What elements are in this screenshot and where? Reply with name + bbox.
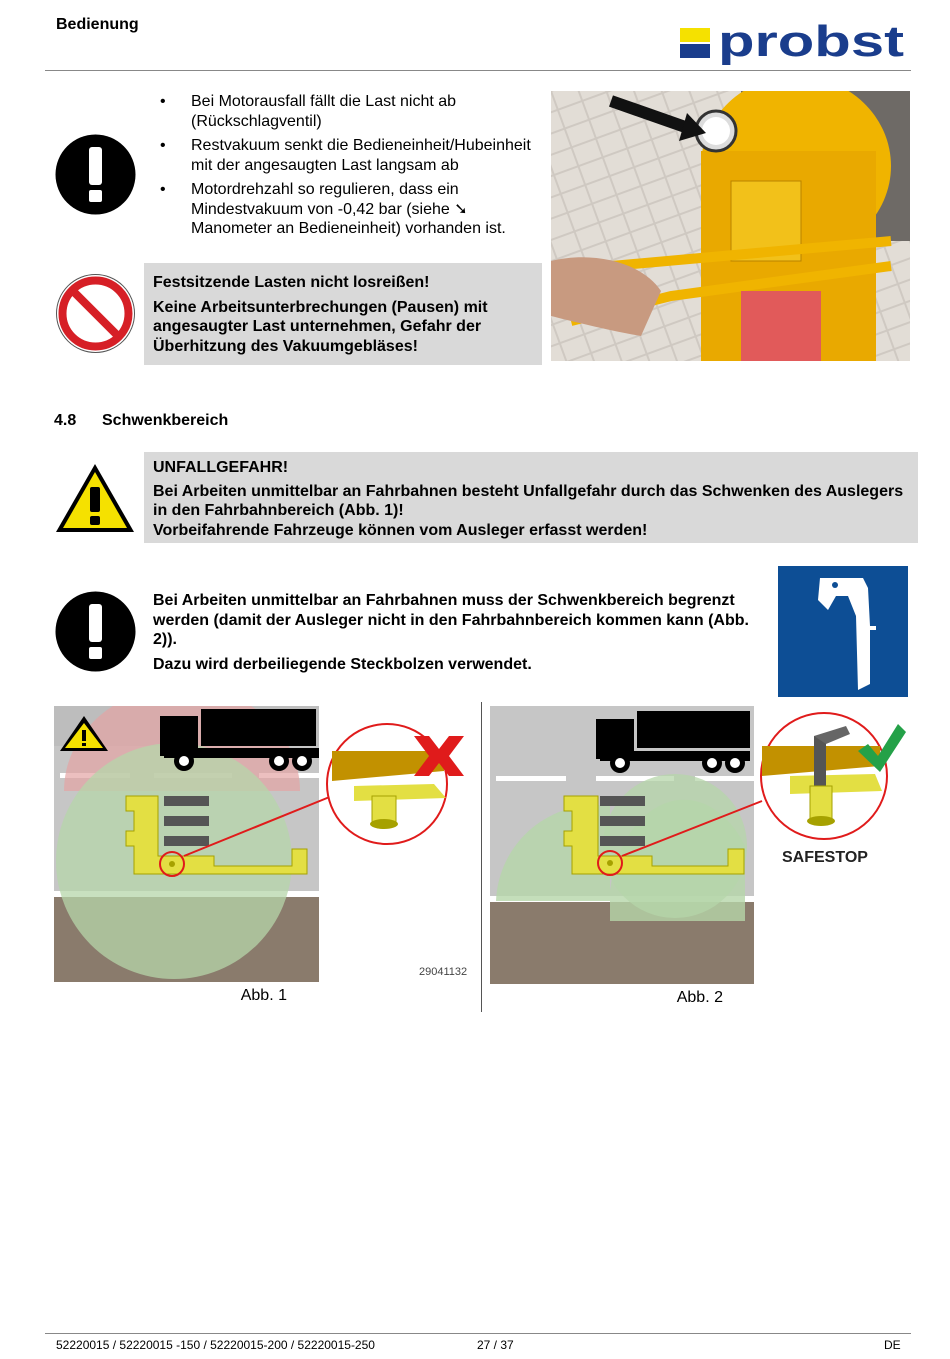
bullet-list bbox=[160, 92, 540, 244]
mandatory-exclamation-icon bbox=[55, 134, 136, 215]
warning-triangle-icon bbox=[54, 462, 136, 534]
safestop-label: SAFESTOP bbox=[782, 849, 868, 866]
probst-logo bbox=[680, 22, 905, 68]
footer-language: DE bbox=[884, 1338, 901, 1352]
danger-box bbox=[144, 452, 918, 543]
warning-line: Festsitzende Lasten nicht losreißen! bbox=[153, 274, 430, 291]
bullet-item: • Restvakuum senkt die Bedieneinheit/Hubeinheit mit der angesaugten Last langsam ab bbox=[160, 136, 540, 175]
figure-1-unrestricted-swing bbox=[54, 706, 474, 982]
warning-box bbox=[144, 263, 542, 365]
bullet-item: • Bei Motorausfall fällt die Last nicht ab (Rückschlagventil) bbox=[160, 92, 540, 131]
figure-divider bbox=[481, 702, 482, 1012]
note-line: Dazu wird derbeiliegende Steckbolzen verwendet. bbox=[153, 655, 532, 673]
danger-text-2: Vorbeifahrende Fahrzeuge können vom Ausleger erfasst werden! bbox=[153, 521, 648, 539]
note-text bbox=[153, 591, 773, 674]
brand-text: probst bbox=[718, 22, 905, 66]
section-heading bbox=[54, 412, 228, 430]
figure-2-restricted-swing bbox=[490, 706, 910, 984]
footer-models: 52220015 / 52220015 -150 / 52220015-200 / 52220015-250 bbox=[56, 1338, 375, 1352]
locking-pin-icon bbox=[778, 566, 908, 697]
figure-2-caption: Abb. 2 bbox=[676, 989, 723, 1006]
danger-text: Bei Arbeiten unmittelbar an Fahrbahnen besteht Unfallgefahr durch das Schwenken des Auslegers in den Fahrbahnbereich (Abb. 1)! bbox=[153, 482, 904, 519]
danger-title: UNFALLGEFAHR! bbox=[153, 459, 289, 476]
header-divider bbox=[45, 70, 911, 71]
mandatory-exclamation-icon bbox=[55, 591, 136, 672]
page-header-title: Bedienung bbox=[56, 16, 139, 33]
section-title: Schwenkbereich bbox=[102, 412, 229, 429]
prohibition-icon bbox=[55, 273, 136, 354]
warning-line: Keine Arbeitsunterbrechungen (Pausen) mit angesaugter Last unternehmen, Gefahr der Überhitzung des Vakuumgebläses! bbox=[153, 298, 488, 355]
manometer-photo bbox=[551, 91, 910, 361]
drawing-number: 29041132 bbox=[419, 966, 468, 978]
note-line: Bei Arbeiten unmittelbar an Fahrbahnen muss der Schwenkbereich begrenzt werden (damit der Ausleger nicht in den Fahrbahnbereich kommen kann (Abb. 2)). bbox=[153, 592, 749, 648]
bullet-item: • Motordrehzahl so regulieren, dass ein Mindestvakuum von -0,42 bar (siehe ➘ Manometer an Bedieneinheit) vorhanden ist. bbox=[160, 180, 540, 239]
footer-divider bbox=[45, 1333, 911, 1334]
figure-1-caption: Abb. 1 bbox=[240, 987, 287, 1004]
section-number: 4.8 bbox=[54, 412, 77, 429]
footer-page-number: 27 / 37 bbox=[477, 1338, 514, 1352]
